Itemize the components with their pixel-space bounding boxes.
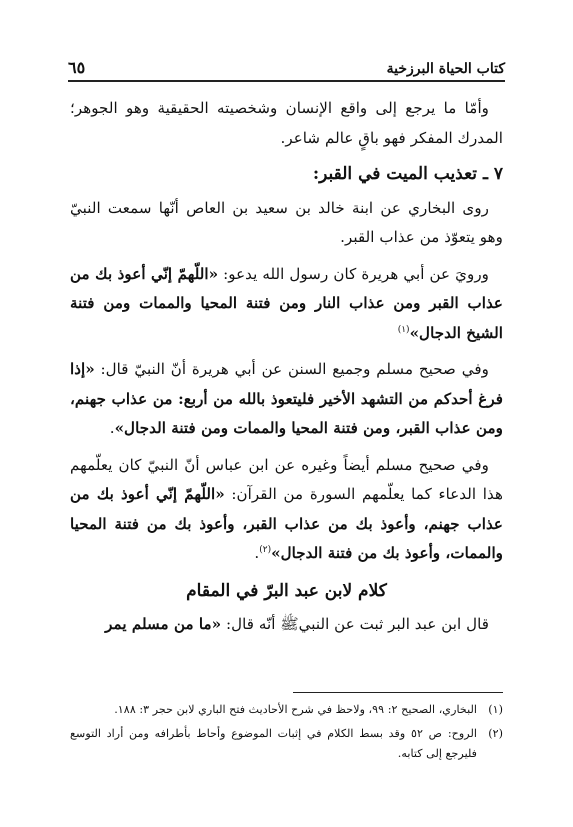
paragraph-1: وأمّا ما يرجع إلى واقع الإنسان وشخصيته الحقيقية وهو الجوهر؛ المدرك المفكر فهو باقٍ عالم شاعر.	[70, 99, 503, 147]
paragraph-6-intro: قال ابن عبد البر ثبت عن النبيﷺ أنّه قال:	[221, 615, 489, 633]
paragraph-5-intro: وفي صحيح مسلم أيضاً وغيره عن ابن عباس أنّ النبيّ كان يعلّمهم هذا الدعاء كما يعلّمهم السورة من القرآن:	[70, 455, 503, 503]
footnote-divider	[293, 692, 503, 693]
footnote-mark: (١)	[488, 703, 503, 716]
paragraph-2: روى البخاري عن ابنة خالد بن سعيد بن العاص أنّها سمعت النبيّ وهو يتعوّذ من عذاب القبر.	[70, 198, 503, 246]
paragraph-6	[70, 610, 503, 640]
footnote-text: الروح: ص ٥٢ وقد بسط الكلام في إثبات الموضوع وأحاط بأطرافه ومن أراد التوسع فليرجع إلى كتابه.	[70, 727, 477, 760]
hadith-quote-2: «إذا فرغ أحدكم من التشهد الأخير فليتعوذ بالله من أربع: من عذاب جهنم، ومن عذاب القبر، ومن فتنة المحيا والممات ومن فتنة الدجال»	[70, 360, 503, 437]
paragraph-3	[70, 260, 503, 349]
page-body	[70, 94, 503, 647]
hadith-quote-3: «اللّهمّ إنّي أعوذ بك من عذاب جهنم، وأعوذ بك من عذاب القبر، وأعوذ بك من فتنة المحيا والممات، وأعوذ بك من فتنة الدجال»	[70, 485, 503, 562]
footnotes	[70, 700, 503, 768]
hadith-quote-1: «اللّهمّ إنّي أعوذ بك من عذاب القبر ومن عذاب النار ومن فتنة المحيا والممات ومن فتنة الشيخ الدجال»	[70, 264, 503, 342]
paragraph-5	[70, 451, 503, 569]
footnote-text: البخاري، الصحيح ٢: ٩٩، ولاحظ في شرح الأحاديث فتح الباري لابن حجر ٣: ١٨٨.	[114, 703, 477, 716]
running-title: كتاب الحياة البرزخية	[386, 61, 505, 77]
footnote-mark: (٢)	[488, 727, 503, 740]
footnote-ref-2[interactable]: (٢)	[259, 544, 272, 555]
footnote-1	[70, 700, 503, 720]
page-number: ٦٥	[68, 58, 86, 77]
section-heading: ٧ ـ تعذيب الميت في القبر:	[312, 164, 503, 184]
footnote-2	[70, 724, 503, 764]
paragraph-5-end: .	[254, 544, 260, 562]
paragraph-4-end: .	[109, 419, 115, 437]
paragraph-4	[70, 355, 503, 444]
sub-heading: كلام لابن عبد البرّ في المقام	[186, 580, 387, 601]
paragraph-3-intro: ورويَ عن أبي هريرة كان رسول الله يدعو:	[218, 264, 489, 283]
footnote-ref-1[interactable]: (١)	[397, 324, 410, 335]
hadith-quote-4: «ما من مسلم يمر	[105, 615, 222, 633]
paragraph-4-intro: وفي صحيح مسلم وجميع السنن عن أبي هريرة أنّ النبيّ قال:	[94, 360, 489, 378]
page-header	[68, 52, 505, 82]
